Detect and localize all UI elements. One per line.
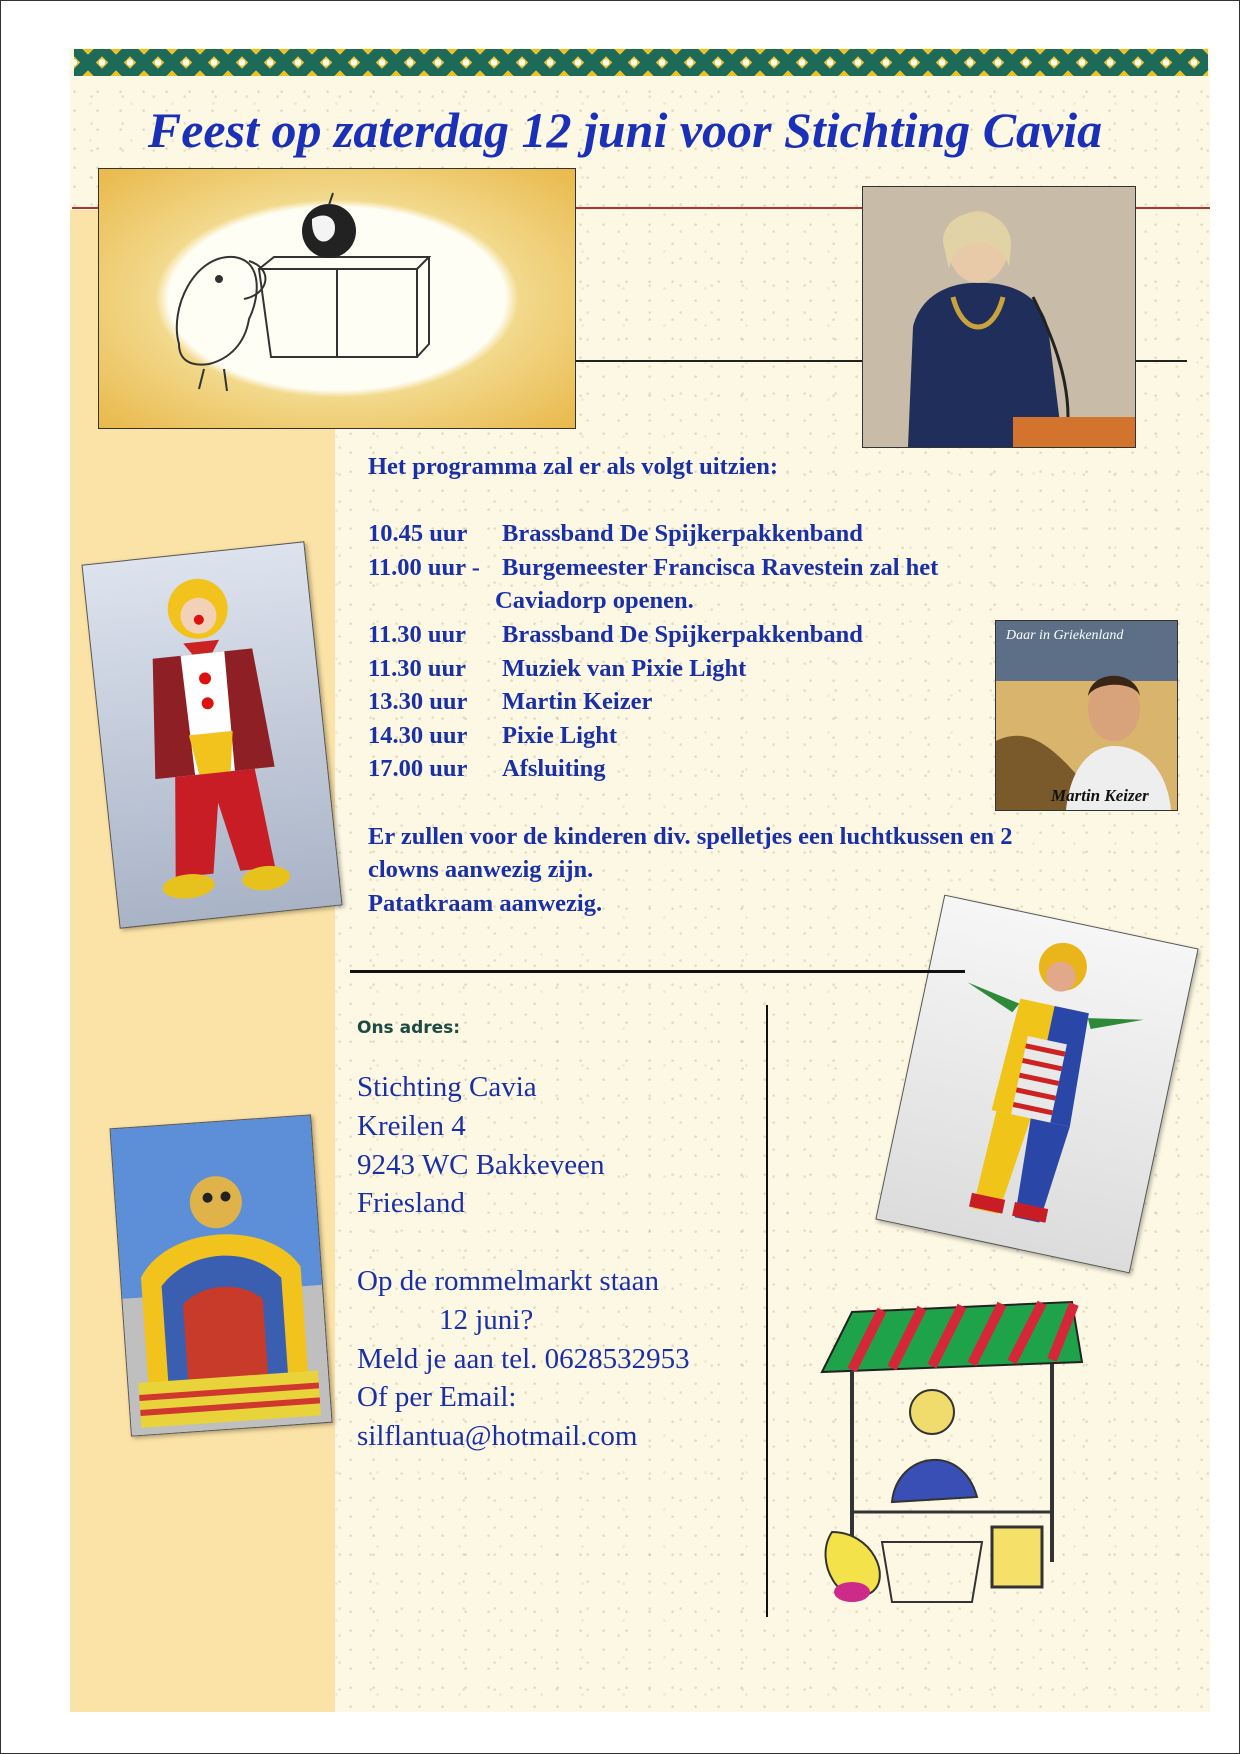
program-text: Brassband De Spijkerpakkenband (502, 520, 863, 548)
bouncy-castle-illustration (111, 1115, 332, 1435)
album-artist-text: Martin Keizer (1051, 786, 1149, 805)
red-clown-illustration (83, 542, 342, 927)
mayor-photo (862, 186, 1136, 448)
program-note: Patatkraam aanwezig. (368, 889, 603, 917)
address-province: Friesland (357, 1187, 465, 1220)
program-heading: Het programma zal er als volgt uitzien: (368, 453, 779, 480)
program-note: Er zullen voor de kinderen div. spelletjes een luchtkussen en 2 (368, 822, 1013, 850)
guinea-pig-illustration (99, 169, 575, 428)
rommelmarkt-question: Op de rommelmarkt staan (357, 1264, 659, 1297)
contact-email-label: Of per Email: (357, 1381, 517, 1414)
album-title-text: Daar in Griekenland (1006, 628, 1124, 643)
contact-phone: Meld je aan tel. 0628532953 (357, 1342, 690, 1375)
mayor-illustration (863, 187, 1135, 447)
program-item (368, 551, 1138, 585)
program-time: 17.00 uur (368, 755, 468, 783)
program-note: clowns aanwezig zijn. (368, 856, 594, 884)
program-time: 11.30 uur (368, 620, 467, 648)
middle-black-divider (350, 970, 965, 973)
guinea-pig-drawing (98, 168, 576, 429)
program-text: Burgemeester Francisca Ravestein zal het (502, 553, 939, 581)
left-sidebar-band (70, 210, 335, 1712)
contact-email: silflantua@hotmail.com (357, 1420, 638, 1453)
program-time: 11.30 uur (368, 654, 467, 682)
program-time: 13.30 uur (368, 688, 468, 716)
bouncy-castle-photo (109, 1114, 332, 1436)
flyer-title: Feest op zaterdag 12 juni voor Stichting Cavia (147, 102, 1103, 158)
program-text: Pixie Light (502, 721, 618, 749)
program-item-continuation: Caviadorp openen. (495, 587, 694, 615)
clown-photo-red (81, 541, 342, 928)
program-time: 10.45 uur (368, 520, 468, 548)
program-item (368, 719, 1138, 753)
address-street: Kreilen 4 (357, 1109, 466, 1142)
address-label: Ons adres: (357, 1018, 461, 1038)
program-item (368, 618, 1138, 652)
program-text: Brassband De Spijkerpakkenband (502, 620, 863, 648)
program-section (368, 450, 1138, 920)
program-time: 11.00 uur - (368, 553, 480, 581)
program-text: Afsluiting (502, 755, 606, 783)
market-stall-drawing (812, 1292, 1088, 1622)
program-item (368, 685, 1138, 719)
diamond-border-strip (74, 49, 1208, 76)
address-name: Stichting Cavia (357, 1071, 537, 1103)
market-stall-illustration (812, 1292, 1088, 1622)
rommelmarkt-date: 12 juni? (439, 1303, 534, 1336)
program-text: Martin Keizer (502, 688, 653, 716)
address-postal-city: 9243 WC Bakkeveen (357, 1148, 605, 1181)
program-item (368, 652, 1138, 686)
program-item (368, 517, 1138, 551)
program-text: Muziek van Pixie Light (502, 654, 747, 682)
address-block (357, 1068, 777, 1456)
program-time: 14.30 uur (368, 721, 468, 749)
program-item (368, 752, 1138, 786)
